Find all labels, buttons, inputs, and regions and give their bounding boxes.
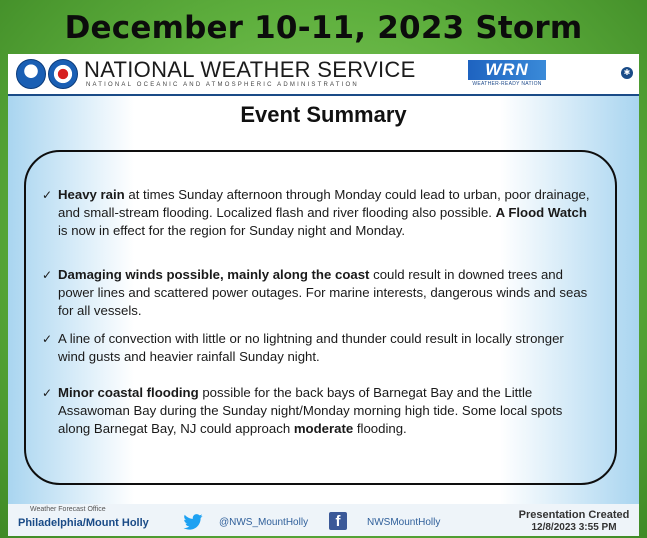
emblem-icon: ✱ xyxy=(621,67,633,79)
bullet-emphasis: A Flood Watch xyxy=(495,205,587,220)
noaa-logo-icon xyxy=(16,59,46,89)
twitter-icon[interactable] xyxy=(183,514,203,530)
bullet-text xyxy=(42,186,590,240)
bullet-text xyxy=(42,266,590,320)
slide xyxy=(8,54,639,536)
bullet-segment: possible for the back bays of Barnegat Bay and the Little Assawoman Bay during the Sunday night/Monday morning high tide. Some local spots along Barnegat Bay, NJ could approach xyxy=(58,385,563,436)
summary-bullet xyxy=(42,330,590,366)
presentation-date: 12/8/2023 3:55 PM xyxy=(531,522,617,533)
bullet-emphasis: Damaging winds possible, mainly along the coast xyxy=(58,267,370,282)
twitter-handle[interactable]: @NWS_MountHolly xyxy=(219,517,309,528)
bullet-text xyxy=(42,330,590,366)
bullet-segment: A line of convection with little or no lightning and thunder could result in locally stronger wind gusts and heavier rainfall Sunday night. xyxy=(58,331,564,364)
summary-bullet xyxy=(42,186,590,240)
facebook-icon[interactable]: f xyxy=(329,512,347,530)
check-icon: ✓ xyxy=(42,332,53,346)
footer xyxy=(8,504,639,536)
facebook-handle[interactable]: NWSMountHolly xyxy=(367,517,441,528)
bullet-emphasis: moderate xyxy=(293,421,354,436)
bullet-emphasis: Heavy rain xyxy=(58,187,125,202)
nws-header xyxy=(8,54,639,96)
bullet-emphasis: Minor coastal flooding xyxy=(58,385,199,400)
bullet-text xyxy=(42,384,590,438)
wfo-label: Weather Forecast Office xyxy=(30,506,106,513)
org-name: NATIONAL WEATHER SERVICE xyxy=(84,57,416,82)
bullet-segment: at times Sunday afternoon through Monday could lead to urban, poor drainage, and small-stream flooding. Localized flash and river flooding also possible. xyxy=(58,187,590,220)
summary-bullet xyxy=(42,266,590,320)
org-subtitle: NATIONAL OCEANIC AND ATMOSPHERIC ADMINISTRATION xyxy=(86,82,359,88)
presentation-created-label: Presentation Created xyxy=(518,509,630,521)
wrn-logo-subtitle: WEATHER-READY NATION xyxy=(472,81,542,87)
check-icon: ✓ xyxy=(42,386,53,400)
bullet-segment: is now in effect for the region for Sunday night and Monday. xyxy=(58,223,405,238)
wrn-logo-text: WRN xyxy=(468,60,546,80)
wrn-logo-icon xyxy=(468,60,546,90)
page-title: December 10-11, 2023 Storm xyxy=(64,10,583,46)
summary-title: Event Summary xyxy=(240,102,407,127)
check-icon: ✓ xyxy=(42,188,53,202)
nws-logo-icon xyxy=(48,59,78,89)
bullet-segment: flooding. xyxy=(353,421,407,436)
bullet-segment: could result in downed trees and power lines and scattered power outages. For marine interests, dangerous winds and seas for all vessels. xyxy=(58,267,588,318)
check-icon: ✓ xyxy=(42,268,53,282)
wfo-name: Philadelphia/Mount Holly xyxy=(18,517,149,529)
summary-bullet xyxy=(42,384,590,438)
